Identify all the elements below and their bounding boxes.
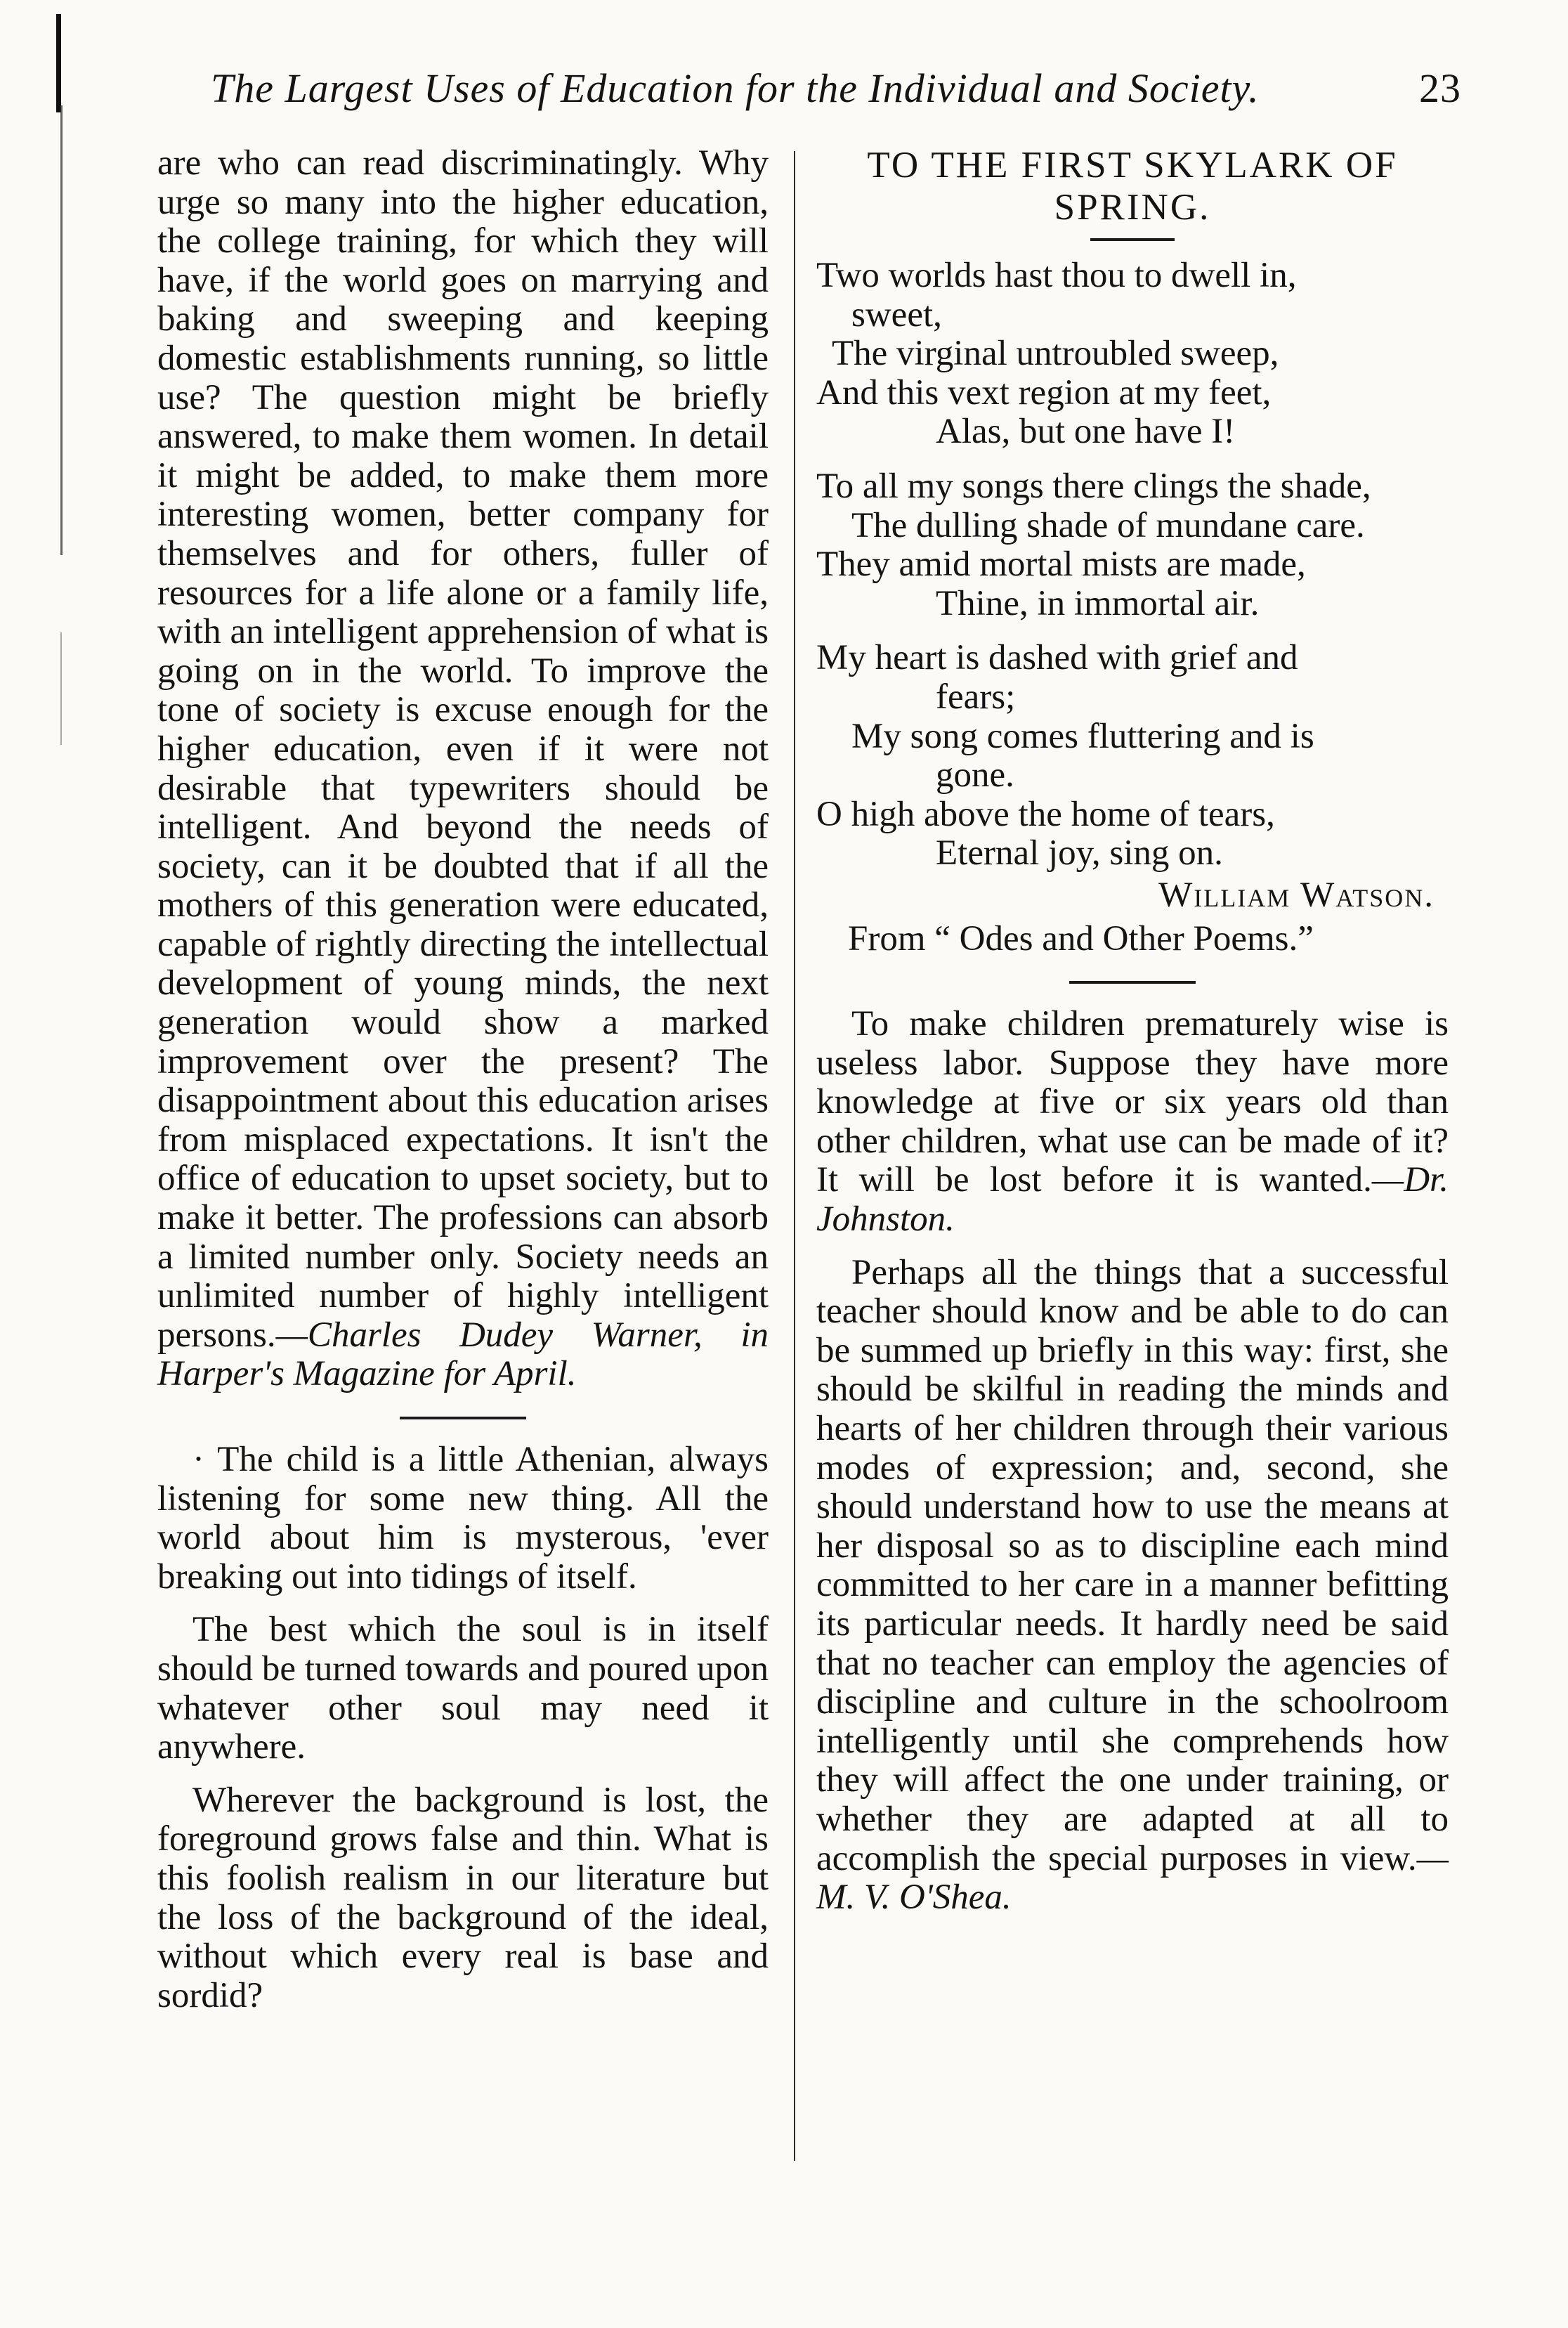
poem-line: Alas, but one have I!: [936, 412, 1236, 452]
section-separator: [1069, 981, 1196, 984]
binding-edge-line: [60, 105, 63, 555]
poem-title-line-1: TO THE FIRST SKYLARK OF: [867, 145, 1398, 186]
left-column: [157, 144, 769, 2015]
poem-line: fears;: [936, 677, 1016, 717]
poem-stanza-3: [816, 639, 1449, 873]
oshea-text: Perhaps all the things that a successful teacher should know and be able to do can be summed up briefly in this way: first, she should be skilful in reading the minds and hearts of her children through their various modes of expression; and, second, she should understand how to use the means at her disposal so as to discipline each mind committed to her care in a manner befitting its particular needs. It hardly need be said that no teacher can employ the agencies of discipline and culture in the schoolroom intelligently until she comprehends how they will affect the one under training, or whether they are adapted at all to accomplish the special purposes in view.: [816, 1252, 1449, 1878]
poem-line: And this vext region at my feet,: [816, 372, 1272, 412]
poem-line: Thine, in immortal air.: [936, 583, 1260, 623]
poem-source: From “ Odes and Other Poems.”: [848, 918, 1314, 958]
poem-line: My heart is dashed with grief and: [816, 638, 1298, 678]
binding-edge-mark: [56, 14, 61, 112]
poem-title: [816, 144, 1449, 228]
poem-line: The dulling shade of mundane care.: [851, 505, 1365, 545]
paragraph-soul: The best which the soul is in itself should be turned towards and poured upon whatever other soul may need it anywhere.: [157, 1610, 769, 1767]
binding-edge-line-lower: [60, 632, 62, 745]
oshea-attribution: —M. V. O'Shea.: [816, 1838, 1449, 1918]
poem-line: sweet,: [851, 294, 942, 334]
column-rule: [794, 151, 795, 2161]
running-title: The Largest Uses of Education for the Individual and Society.: [211, 65, 1260, 111]
poem-title-line-2: SPRING.: [1054, 187, 1211, 228]
poem-line: Eternal joy, sing on.: [936, 833, 1223, 873]
paragraph-background: Wherever the background is lost, the foreground grows false and thin. What is this foolish realism in our literature but the loss of the background of the ideal, without which every real is base and sordid?: [157, 1780, 769, 2015]
poem-line: Two worlds hast thou to dwell in,: [816, 256, 1297, 295]
poem-line: My song comes fluttering and is: [851, 716, 1314, 756]
page-number: 23: [1419, 65, 1461, 111]
johnston-quote: [816, 1005, 1449, 1240]
poem-stanza-1: [816, 256, 1449, 452]
poem-title-rule: [1090, 238, 1175, 241]
right-column: [816, 144, 1449, 1918]
poem-stanza-2: [816, 467, 1449, 623]
poem-line: gone.: [936, 755, 1014, 795]
warner-text: are who can read discriminatingly. Why urge so many into the higher education, the college training, for which they will have, if the world goes on marrying and baking and sweeping and keeping domestic establishments running, so little use? The question might be briefly answered, to make them women. In detail it might be added, to make them more interesting women, better company for themselves and for others, fuller of resources for a life alone or a family life, with an intelligent apprehension of what is going on in the world. To improve the tone of society is excuse enough for the higher education, even if it were not desirable that typewriters should be intelligent. And beyond the needs of society, can it be doubted that if all the mothers of this generation were educated, capable of rightly directing the intellectual development of young minds, the next generation would show a marked improvement over the present? The disappointment about this education arises from misplaced expectations. It isn't the office of education to upset society, but to make it better. The professions can absorb a limited number only. Society needs an unlimited number of highly intelligent persons.: [157, 143, 769, 1355]
poem-line: O high above the home of tears,: [816, 794, 1275, 834]
running-head: [211, 65, 1461, 131]
paragraph-athenian: · The child is a little Athenian, always listening for some new thing. All the world about him is mysterous, 'ever breaking out into tidings of itself.: [157, 1440, 769, 1597]
johnston-text: To make children prematurely wise is useless labor. Suppose they have more knowledge at five or six years old than other children, what use can be made of it? It will be lost before it is wanted.: [816, 1004, 1449, 1200]
poem-line: To all my songs there clings the shade,: [816, 466, 1371, 506]
poem-line: They amid mortal mists are made,: [816, 545, 1306, 585]
poem-line: The virginal untroubled sweep,: [832, 334, 1279, 374]
section-separator: [400, 1417, 526, 1419]
oshea-quote: [816, 1254, 1449, 1918]
warner-attribution: —Charles Dudey Warner, in Harper's Magazine for April.: [157, 1315, 769, 1394]
warner-excerpt: [157, 144, 769, 1394]
johnston-attribution: —Dr. Johnston.: [816, 1160, 1449, 1240]
poem-author: William Watson.: [1158, 875, 1435, 915]
